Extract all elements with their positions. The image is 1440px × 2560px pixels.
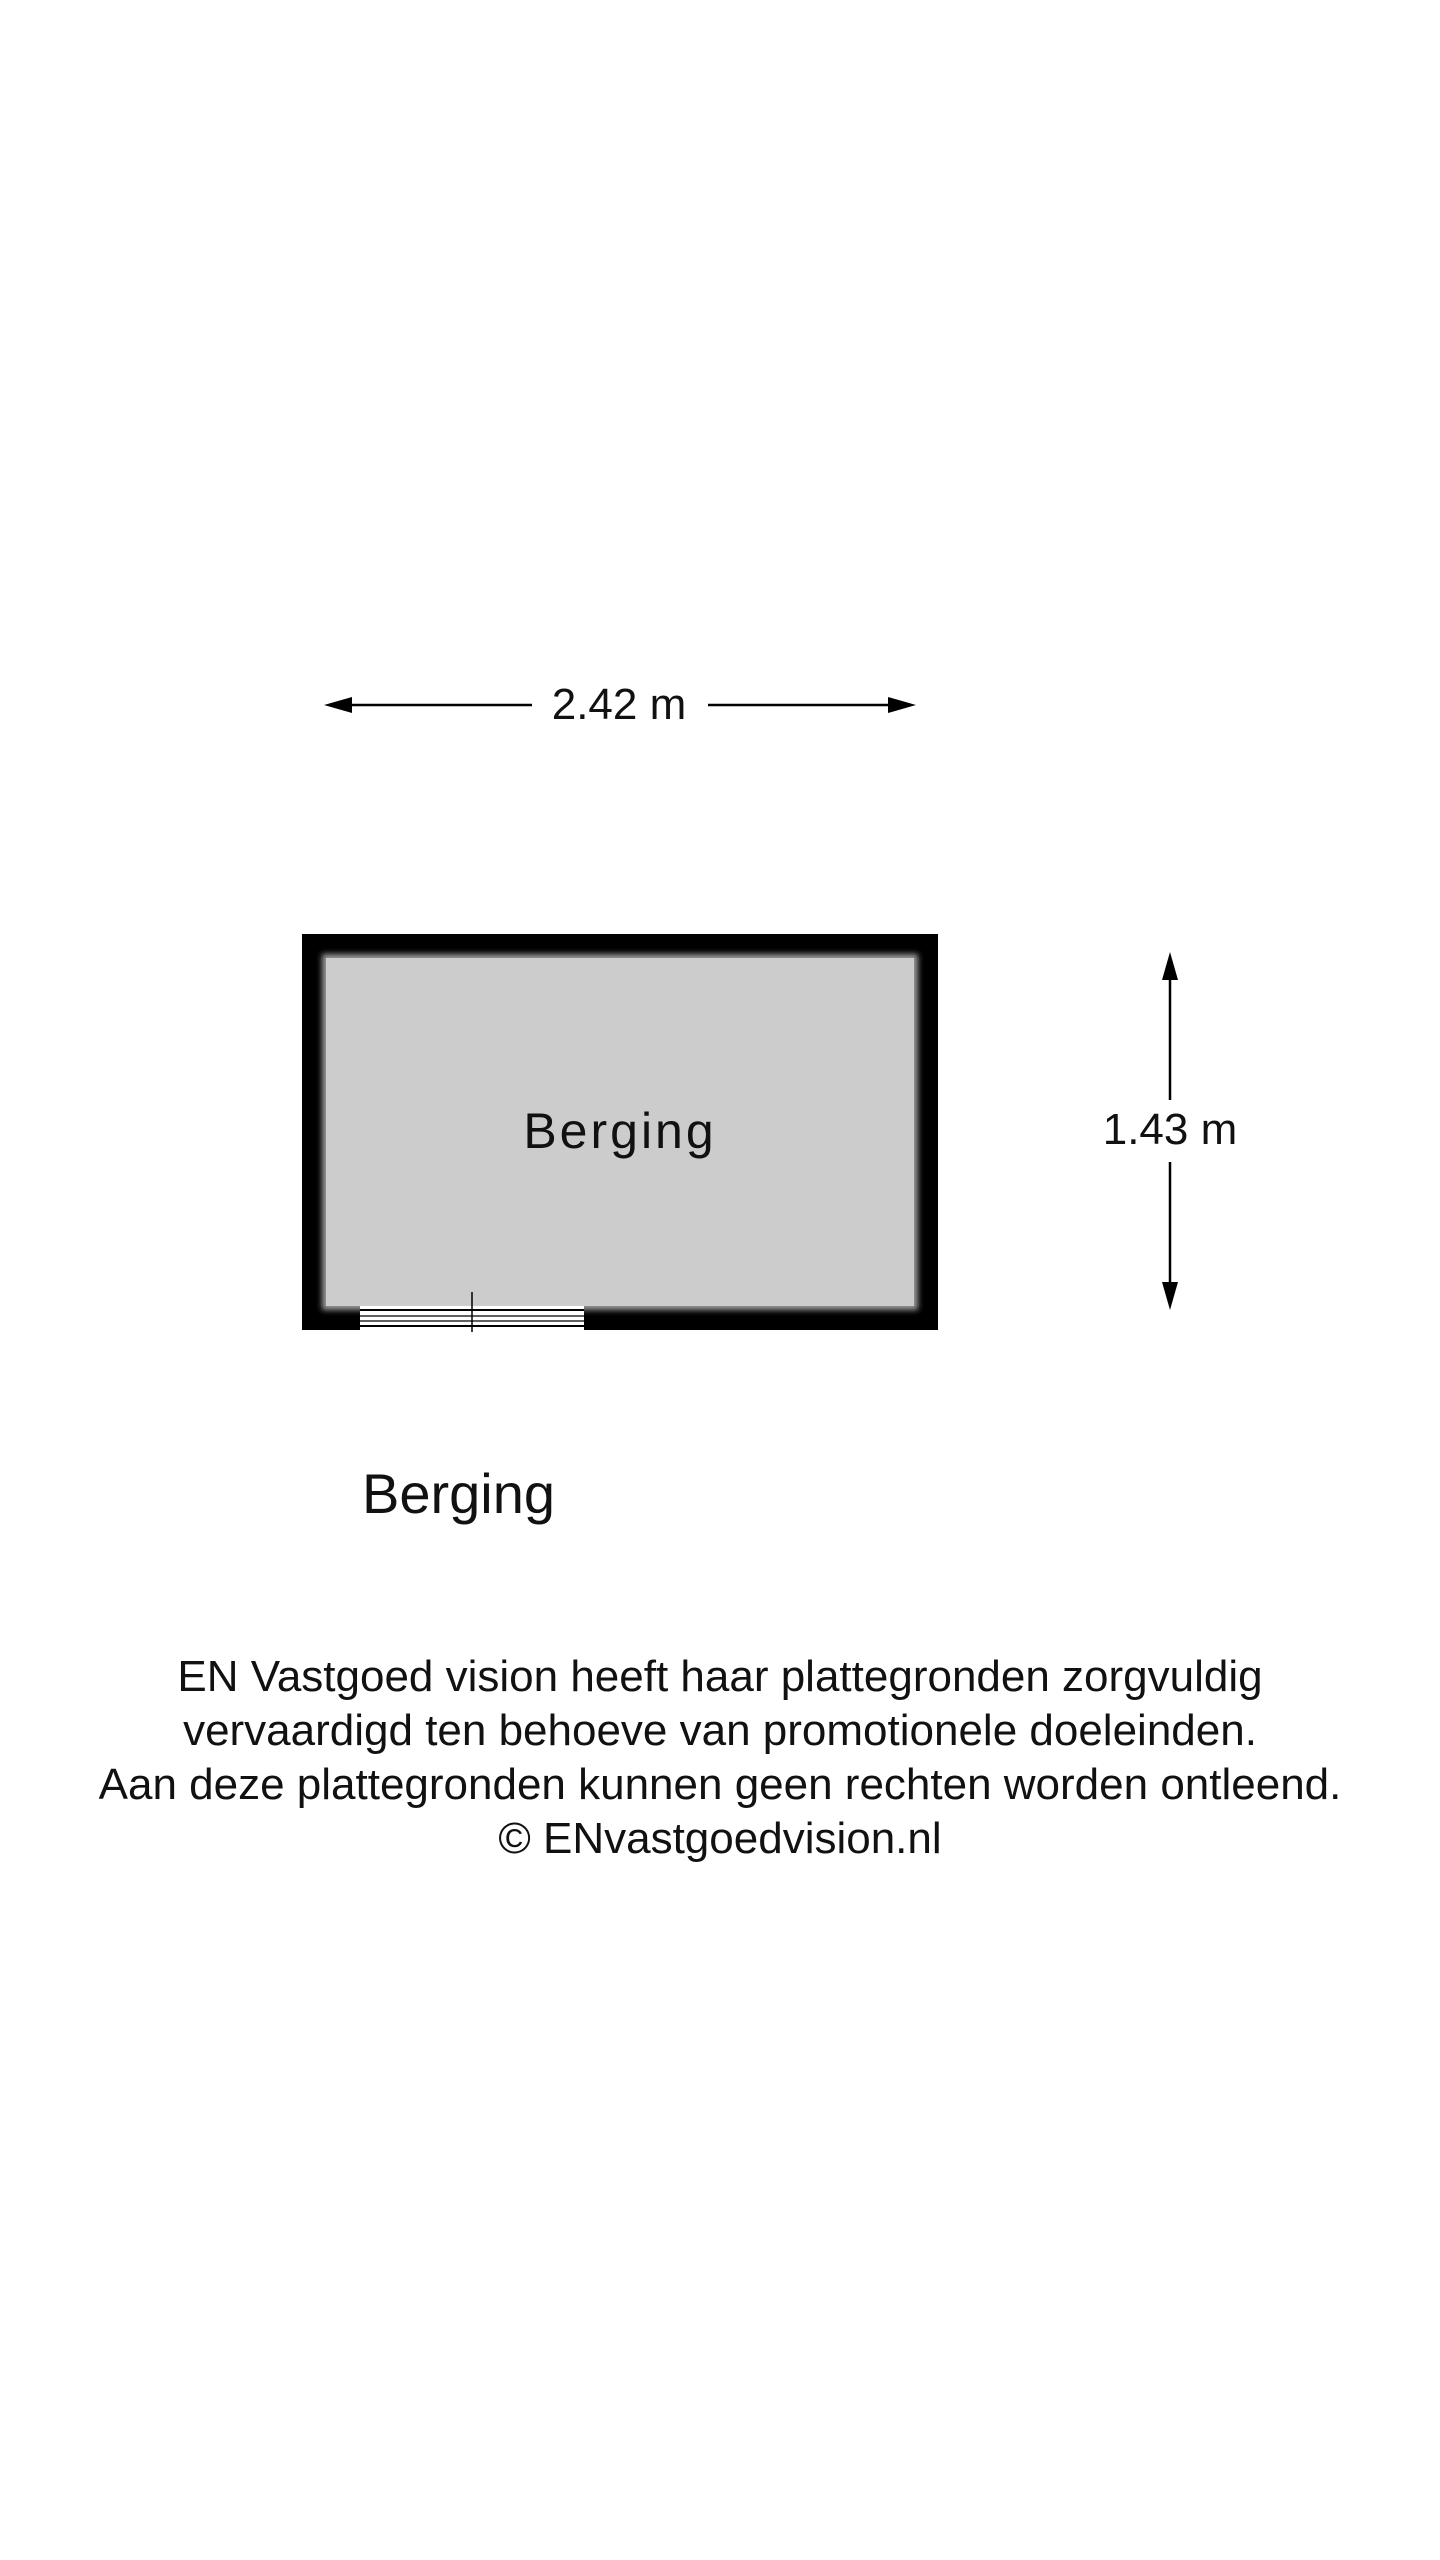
arrow-down-icon [1162, 1282, 1178, 1310]
disclaimer-line: Aan deze plattegronden kunnen geen rechten worden ontleend. [98, 1760, 1342, 1809]
disclaimer-line: vervaardigd ten behoeve van promotionele doeleinden. [183, 1706, 1257, 1755]
height-dimension-label: 1.43 m [1102, 1105, 1238, 1154]
arrow-left-icon [324, 697, 352, 713]
copyright: © ENvastgoedvision.nl [498, 1814, 942, 1863]
floor-name: Berging [362, 1462, 556, 1525]
width-dimension-label: 2.42 m [551, 680, 687, 729]
arrow-up-icon [1162, 952, 1178, 980]
arrow-right-icon [888, 697, 916, 713]
disclaimer-line: EN Vastgoed vision heeft haar plattegronden zorgvuldig [177, 1652, 1263, 1701]
disclaimer [0, 1650, 1440, 1866]
room-label: Berging [523, 1103, 717, 1159]
